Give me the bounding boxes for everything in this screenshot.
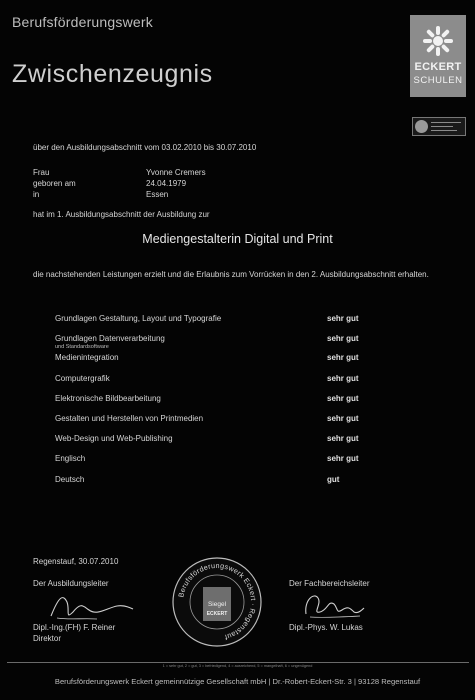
signature-department-head xyxy=(302,590,366,620)
subject-grade: sehr gut xyxy=(327,353,359,362)
grade-scale-note: 1 = sehr gut, 2 = gut, 3 = befriedigend, 4 = ausreichend, 5 = mangelhaft, 6 = ungenügend xyxy=(162,664,313,668)
footer-divider xyxy=(7,662,469,663)
organization-name: Berufsförderungswerk xyxy=(12,14,153,30)
document-title: Zwischenzeugnis xyxy=(12,60,213,88)
subject-name: Medienintegration xyxy=(55,353,119,362)
subject-name: Deutsch xyxy=(55,475,85,484)
seal-ring-text: Berufsförderungswerk Eckert · Regenstauf xyxy=(176,560,259,643)
subject-grade: sehr gut xyxy=(327,374,359,383)
training-manager-name: Dipl.-Ing.(FH) F. Reiner xyxy=(33,623,116,632)
subject-name: Gestalten und Herstellen von Printmedien xyxy=(55,414,204,423)
seal-logo-text: ECKERT xyxy=(206,611,228,617)
subject-subtitle: und Standardsoftware xyxy=(55,344,109,350)
eckert-logo xyxy=(410,15,466,97)
logo-text-schulen: SCHULEN xyxy=(413,75,463,86)
subject-name: Computergrafik xyxy=(55,374,110,383)
subject-grade: gut xyxy=(327,475,340,484)
badge-line xyxy=(431,126,453,127)
logo-mark-icon xyxy=(421,24,455,58)
subject-grade: sehr gut xyxy=(327,334,359,343)
birthplace-label: in xyxy=(33,190,40,199)
subject-name: Grundlagen Gestaltung, Layout und Typografie xyxy=(55,314,222,323)
subject-name: Grundlagen Datenverarbeitung xyxy=(55,334,165,343)
subject-name: Web-Design und Web-Publishing xyxy=(55,434,173,443)
badge-line xyxy=(431,130,457,131)
result-line: die nachstehenden Leistungen erzielt und die Erlaubnis zum Vorrücken in den 2. Ausbildungsabschnitt erhalten. xyxy=(33,270,429,279)
official-seal xyxy=(171,556,263,648)
intro-line: hat im 1. Ausbildungsabschnitt der Ausbildung zur xyxy=(33,210,210,219)
salutation-label: Frau xyxy=(33,168,50,177)
subject-grade: sehr gut xyxy=(327,434,359,443)
birthplace-value: Essen xyxy=(146,190,169,199)
birthdate-value: 24.04.1979 xyxy=(146,179,187,188)
training-manager-title: Direktor xyxy=(33,634,62,643)
certification-badge xyxy=(412,117,466,136)
signature-training-manager xyxy=(45,590,135,622)
subject-grade: sehr gut xyxy=(327,394,359,403)
profession-title: Mediengestalterin Digital und Print xyxy=(142,232,333,246)
person-name: Yvonne Cremers xyxy=(146,168,206,177)
birthdate-label: geboren am xyxy=(33,179,76,188)
department-head-name: Dipl.-Phys. W. Lukas xyxy=(289,623,363,632)
badge-line xyxy=(431,122,461,123)
training-manager-role: Der Ausbildungsleiter xyxy=(33,579,109,588)
date-place: Regenstauf, 30.07.2010 xyxy=(33,557,119,566)
department-head-role: Der Fachbereichsleiter xyxy=(289,579,370,588)
subject-grade: sehr gut xyxy=(327,454,359,463)
footer-address: Berufsförderungswerk Eckert gemeinnützige Gesellschaft mbH | Dr.-Robert-Eckert-Str. 3 | 93128 Regenstauf xyxy=(54,677,421,686)
subject-grade: sehr gut xyxy=(327,314,359,323)
subject-name: Englisch xyxy=(55,454,86,463)
subject-name: Elektronische Bildbearbeitung xyxy=(55,394,161,403)
subject-grade: sehr gut xyxy=(327,414,359,423)
logo-text-eckert: ECKERT xyxy=(414,61,462,73)
seal-center-label: Siegel xyxy=(207,601,227,608)
period-line: über den Ausbildungsabschnitt vom 03.02.2010 bis 30.07.2010 xyxy=(33,143,257,152)
certification-seal-icon xyxy=(415,120,428,133)
